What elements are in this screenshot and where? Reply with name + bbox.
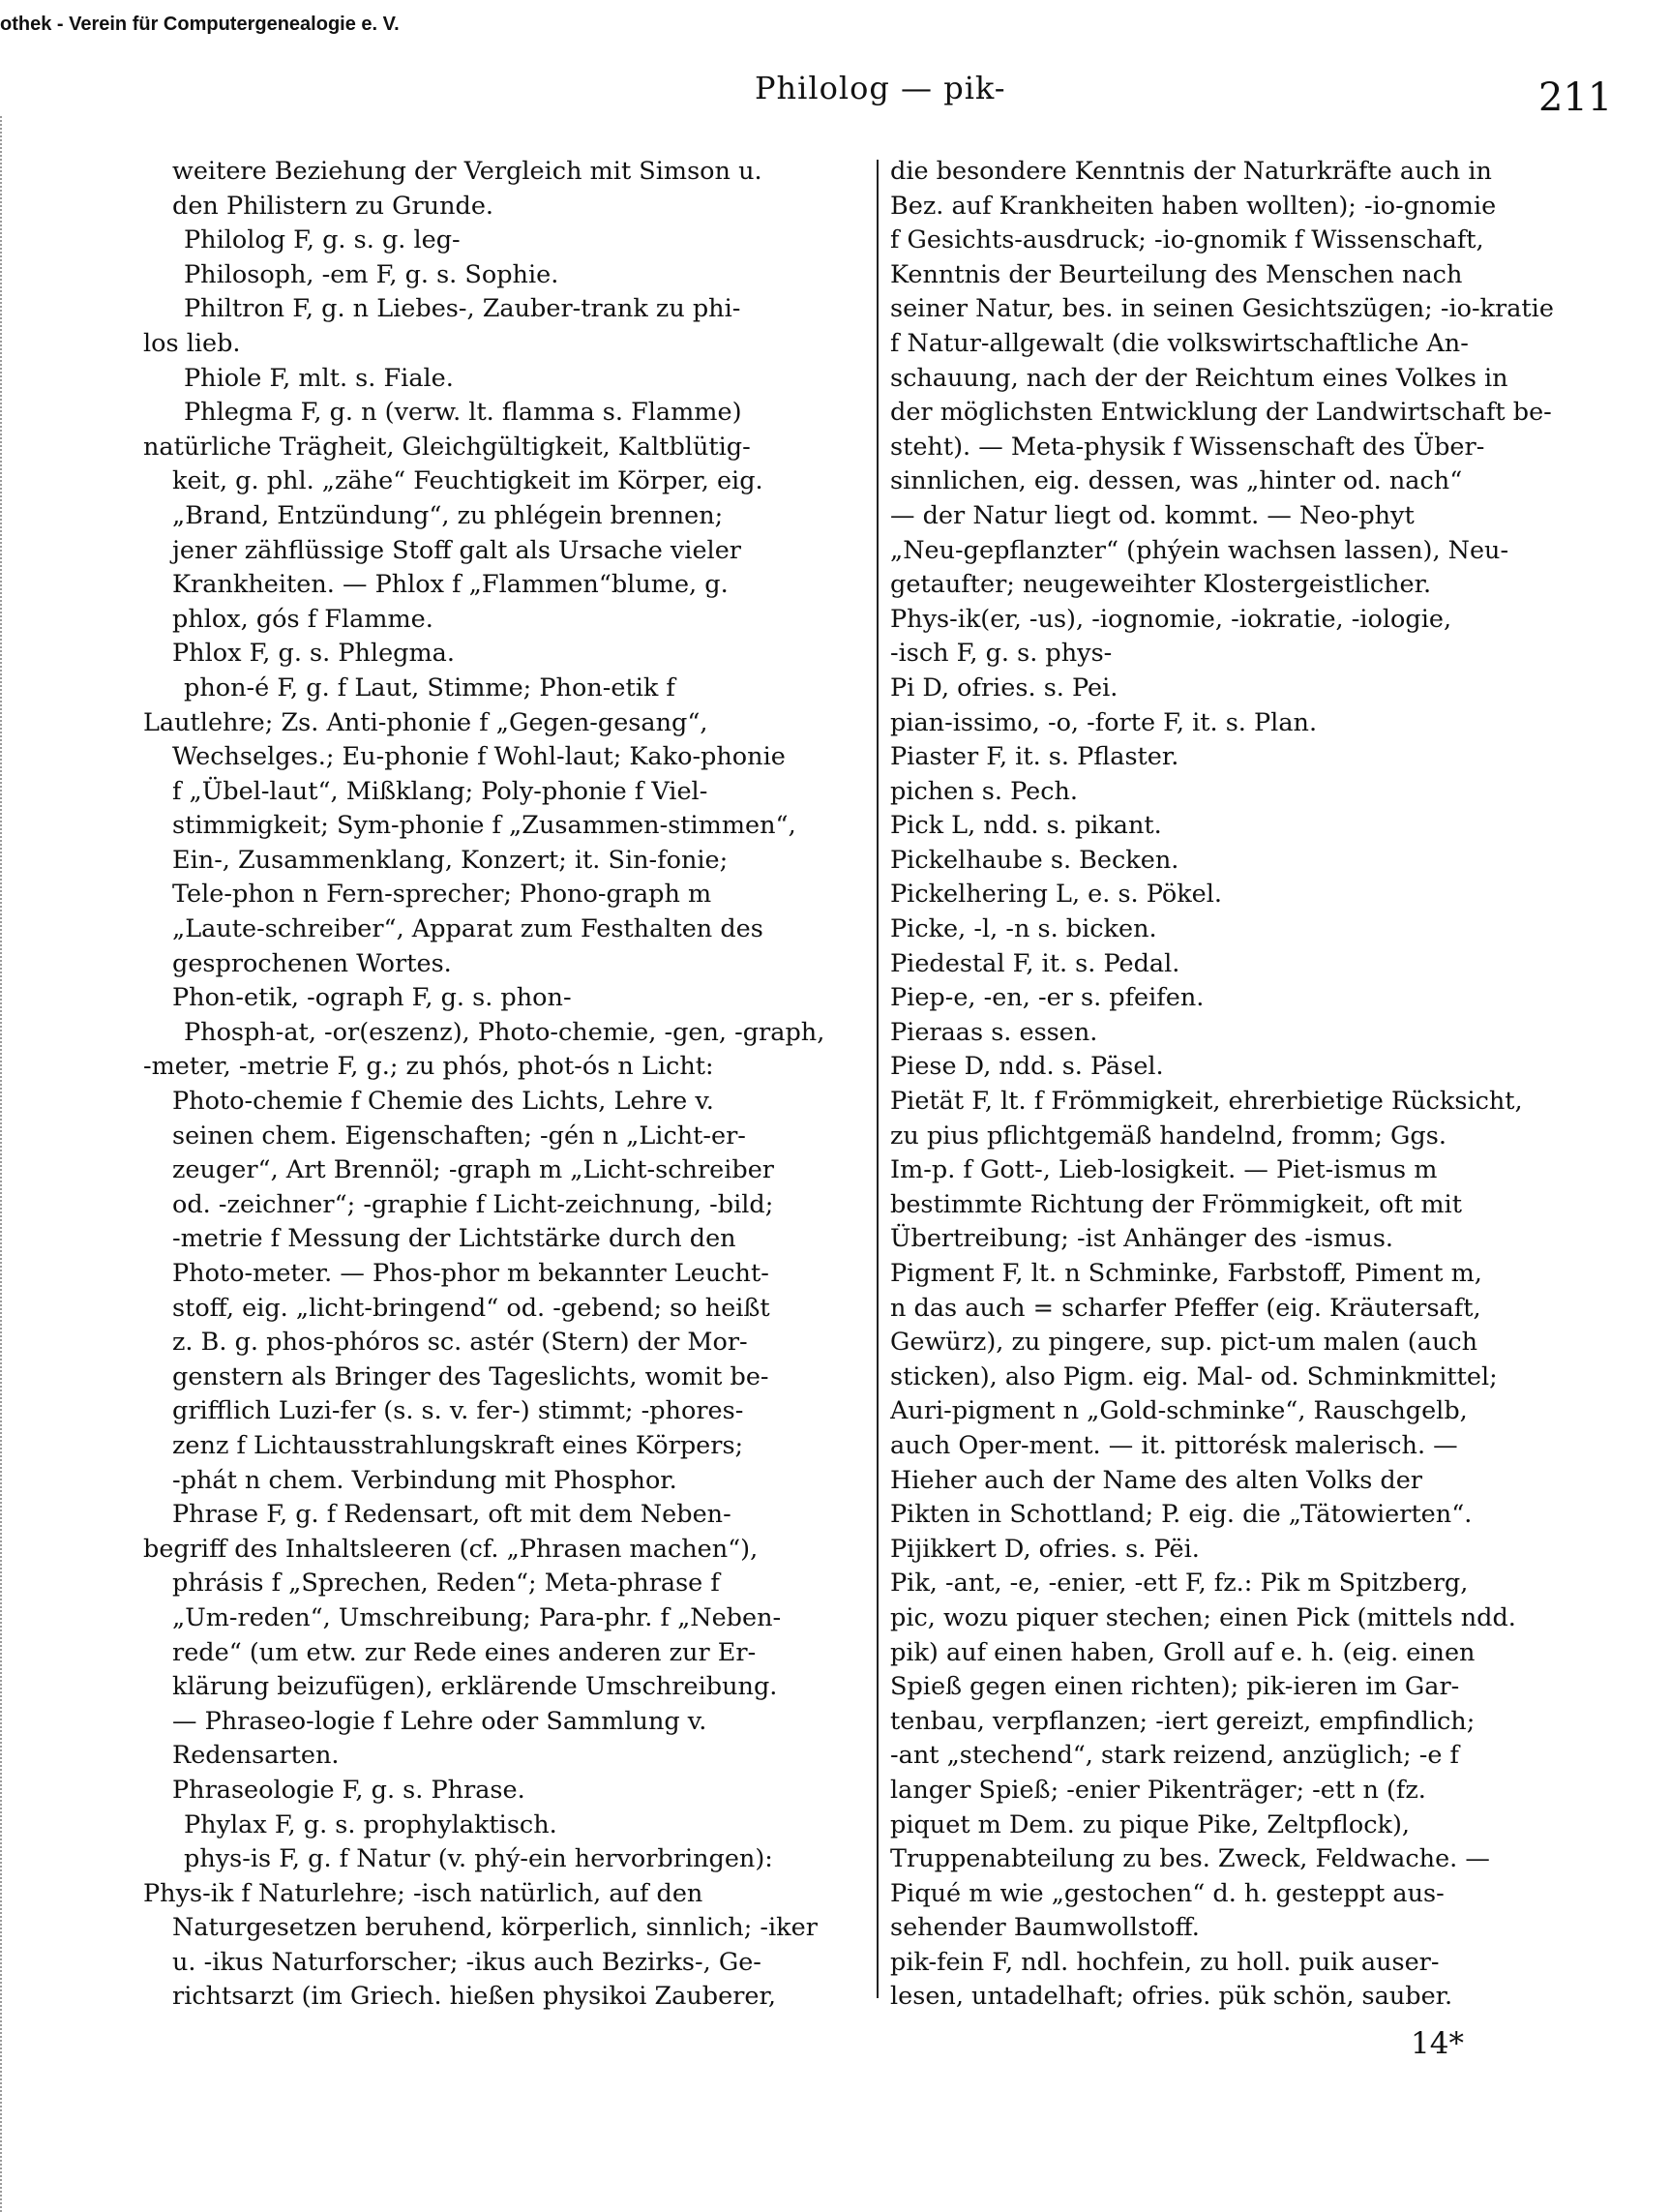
text-line: phon-é F, g. f Laut, Stimme; Phon-etik f: [184, 673, 675, 702]
text-line: Picke, -l, -n s. bicken.: [890, 914, 1157, 944]
text-line: Lautlehre; Zs. Anti-phonie f „Gegen-gesang“,: [143, 707, 708, 737]
text-line: f Gesichts-ausdruck; -io-gnomik f Wissenschaft,: [890, 225, 1484, 255]
text-line: pik-fein F, ndl. hochfein, zu holl. puik auser-: [890, 1947, 1440, 1977]
watermark: othek - Verein für Computergenealogie e. V.: [0, 14, 400, 35]
text-line: Tele-phon n Fern-sprecher; Phono-graph m: [172, 880, 712, 910]
text-line: piquet m Dem. zu pique Pike, Zeltpflock),: [890, 1809, 1411, 1839]
text-line: „Laute-schreiber“, Apparat zum Festhalten des: [172, 914, 763, 944]
text-line: phys-is F, g. f Natur (v. phý-ein hervorbringen):: [184, 1844, 773, 1874]
text-line: „Brand, Entzündung“, zu phlégein brennen;: [172, 500, 724, 530]
text-line: sinnlichen, eig. dessen, was „hinter od. nach“: [890, 466, 1463, 496]
text-line: getaufter; neugeweihter Klostergeistlicher.: [890, 570, 1432, 600]
text-line: -isch F, g. s. phys-: [890, 639, 1113, 669]
left-column: [143, 155, 867, 2015]
text-line: zu pius pflichtgemäß handelnd, fromm; Ggs.: [890, 1121, 1446, 1151]
text-line: schauung, nach der der Reichtum eines Volkes in: [890, 363, 1508, 393]
scan-margin-mark: [0, 116, 21, 2212]
text-line: Bez. auf Krankheiten haben wollten); -io-gnomie: [890, 191, 1497, 221]
text-line: od. -zeichner“; -graphie f Licht-zeichnung, -bild;: [172, 1189, 774, 1219]
text-line: Piedestal F, it. s. Pedal.: [890, 948, 1180, 978]
text-line: — Phraseo-logie f Lehre oder Sammlung v.: [172, 1706, 707, 1736]
text-line: Pickelhaube s. Becken.: [890, 845, 1179, 875]
text-line: Naturgesetzen beruhend, körperlich, sinnlich; -iker: [172, 1913, 818, 1943]
text-line: pik) auf einen haben, Groll auf e. h. (eig. einen: [890, 1637, 1476, 1667]
text-line: Phon-etik, -ograph F, g. s. phon-: [172, 983, 572, 1013]
text-line: seinen chem. Eigenschaften; -gén n „Licht-er-: [172, 1121, 746, 1151]
text-line: Redensarten.: [172, 1741, 340, 1771]
text-line: Pijikkert D, ofries. s. Pëi.: [890, 1534, 1200, 1564]
text-line: Pick L, ndd. s. pikant.: [890, 811, 1162, 841]
text-line: den Philistern zu Grunde.: [172, 191, 494, 221]
text-line: — der Natur liegt od. kommt. — Neo-phyt: [890, 500, 1415, 530]
text-line: Piese D, ndd. s. Päsel.: [890, 1052, 1164, 1082]
text-line: tenbau, verpflanzen; -iert gereizt, empfindlich;: [890, 1706, 1476, 1736]
text-line: n das auch = scharfer Pfeffer (eig. Kräutersaft,: [890, 1293, 1481, 1323]
text-line: pic, wozu piquer stechen; einen Pick (mittels ndd.: [890, 1602, 1516, 1632]
text-line: -metrie f Messung der Lichtstärke durch den: [172, 1224, 736, 1254]
text-line: Photo-meter. — Phos-phor m bekannter Leucht-: [172, 1259, 769, 1288]
text-line: Übertreibung; -ist Anhänger des -ismus.: [890, 1224, 1394, 1254]
text-line: lesen, untadelhaft; ofries. pük schön, sauber.: [890, 1982, 1453, 2012]
text-line: sticken), also Pigm. eig. Mal- od. Schminkmittel;: [890, 1361, 1498, 1391]
text-line: Phlox F, g. s. Phlegma.: [172, 639, 455, 669]
text-line: steht). — Meta-physik f Wissenschaft des Über-: [890, 432, 1485, 462]
text-line: grifflich Luzi-fer (s. s. v. fer-) stimmt; -phores-: [172, 1396, 744, 1426]
text-line: natürliche Trägheit, Gleichgültigkeit, Kaltblütig-: [143, 432, 751, 462]
text-line: gesprochenen Wortes.: [172, 948, 452, 978]
text-line: Piqué m wie „gestochen“ d. h. gesteppt aus-: [890, 1878, 1445, 1908]
text-line: jener zähflüssige Stoff galt als Ursache vieler: [172, 535, 741, 565]
text-line: z. B. g. phos-phóros sc. astér (Stern) der Mor-: [172, 1328, 748, 1358]
text-line: Im-p. f Gott-, Lieb-losigkeit. — Piet-ismus m: [890, 1155, 1438, 1185]
text-line: phlox, gós f Flamme.: [172, 604, 433, 634]
text-line: pichen s. Pech.: [890, 776, 1079, 806]
text-line: Pikten in Schottland; P. eig. die „Tätowierten“.: [890, 1500, 1473, 1530]
text-line: die besondere Kenntnis der Naturkräfte auch in: [890, 157, 1492, 186]
right-column: [890, 155, 1589, 2015]
text-line: langer Spieß; -enier Pikenträger; -ett n (fz.: [890, 1775, 1426, 1805]
text-line: Phrase F, g. f Redensart, oft mit dem Neben-: [172, 1500, 731, 1530]
text-line: richtsarzt (im Griech. hießen physikoi Zauberer,: [172, 1982, 776, 2012]
signature-mark: 14*: [1411, 2026, 1464, 2061]
text-line: Wechselges.; Eu-phonie f Wohl-laut; Kako-phonie: [172, 742, 786, 772]
text-line: Phylax F, g. s. prophylaktisch.: [184, 1809, 557, 1839]
text-line: der möglichsten Entwicklung der Landwirtschaft be-: [890, 398, 1552, 428]
text-line: -ant „stechend“, stark reizend, anzüglich; -e f: [890, 1741, 1459, 1771]
text-line: f „Übel-laut“, Mißklang; Poly-phonie f Viel-: [172, 776, 708, 806]
text-line: pian-issimo, -o, -forte F, it. s. Plan.: [890, 707, 1318, 737]
text-line: phrásis f „Sprechen, Reden“; Meta-phrase f: [172, 1569, 720, 1599]
text-line: keit, g. phl. „zähe“ Feuchtigkeit im Körper, eig.: [172, 466, 763, 496]
text-line: Philosoph, -em F, g. s. Sophie.: [184, 259, 559, 289]
text-line: auch Oper-ment. — it. pittorésk malerisch. —: [890, 1430, 1458, 1460]
text-line: Pieraas s. essen.: [890, 1017, 1098, 1047]
text-line: stoff, eig. „licht-bringend“ od. -gebend; so heißt: [172, 1293, 770, 1323]
text-line: Pickelhering L, e. s. Pökel.: [890, 880, 1223, 910]
text-line: Piep-e, -en, -er s. pfeifen.: [890, 983, 1205, 1013]
text-line: Gewürz), zu pingere, sup. pict-um malen (auch: [890, 1328, 1478, 1358]
text-line: Kenntnis der Beurteilung des Menschen nach: [890, 259, 1463, 289]
text-line: „Um-reden“, Umschreibung; Para-phr. f „Neben-: [172, 1602, 782, 1632]
text-line: Piaster F, it. s. Pflaster.: [890, 742, 1179, 772]
text-line: weitere Beziehung der Vergleich mit Simson u.: [172, 157, 762, 186]
text-line: u. -ikus Naturforscher; -ikus auch Bezirks-, Ge-: [172, 1947, 761, 1977]
text-line: Ein-, Zusammenklang, Konzert; it. Sin-fonie;: [172, 845, 729, 875]
text-line: Phlegma F, g. n (verw. lt. flamma s. Flamme): [184, 398, 742, 428]
text-line: Phraseologie F, g. s. Phrase.: [172, 1775, 525, 1805]
text-line: stimmigkeit; Sym-phonie f „Zusammen-stimmen“,: [172, 811, 796, 841]
text-line: Auri-pigment n „Gold-schminke“, Rauschgelb,: [890, 1396, 1468, 1426]
running-head: Philolog — pik-: [755, 70, 1006, 106]
text-line: Pi D, ofries. s. Pei.: [890, 673, 1118, 702]
text-line: seiner Natur, bes. in seinen Gesichtszügen; -io-kratie: [890, 294, 1554, 324]
text-line: Phys-ik f Naturlehre; -isch natürlich, auf den: [143, 1878, 703, 1908]
text-line: f Natur-allgewalt (die volkswirtschaftliche An-: [890, 328, 1469, 358]
text-line: -phát n chem. Verbindung mit Phosphor.: [172, 1465, 677, 1495]
text-line: „Neu-gepflanzter“ (phýein wachsen lassen), Neu-: [890, 535, 1509, 565]
column-divider: [877, 160, 879, 1998]
text-line: zenz f Lichtausstrahlungskraft eines Körpers;: [172, 1430, 744, 1460]
text-line: Photo-chemie f Chemie des Lichts, Lehre v.: [172, 1087, 714, 1117]
text-line: Philtron F, g. n Liebes-, Zauber-trank zu phi-: [184, 294, 741, 324]
text-line: Krankheiten. — Phlox f „Flammen“blume, g.: [172, 570, 729, 600]
text-line: -meter, -metrie F, g.; zu phós, phot-ós n Licht:: [143, 1052, 714, 1082]
text-line: bestimmte Richtung der Frömmigkeit, oft mit: [890, 1189, 1462, 1219]
text-line: zeuger“, Art Brennöl; -graph m „Licht-schreiber: [172, 1155, 774, 1185]
page-number: 211: [1538, 75, 1613, 120]
text-line: Phosph-at, -or(eszenz), Photo-chemie, -gen, -graph,: [184, 1017, 825, 1047]
text-line: klärung beizufügen), erklärende Umschreibung.: [172, 1672, 778, 1702]
text-line: rede“ (um etw. zur Rede eines anderen zur Er-: [172, 1637, 757, 1667]
text-line: begriff des Inhaltsleeren (cf. „Phrasen machen“),: [143, 1534, 759, 1564]
text-line: Truppenabteilung zu bes. Zweck, Feldwache. —: [890, 1844, 1490, 1874]
text-line: genstern als Bringer des Tageslichts, womit be-: [172, 1361, 769, 1391]
text-line: Pigment F, lt. n Schminke, Farbstoff, Piment m,: [890, 1259, 1482, 1288]
text-line: sehender Baumwollstoff.: [890, 1913, 1200, 1943]
text-line: Philolog F, g. s. g. leg-: [184, 225, 461, 255]
text-line: Spieß gegen einen richten); pik-ieren im Gar-: [890, 1672, 1460, 1702]
text-line: Phiole F, mlt. s. Fiale.: [184, 363, 454, 393]
text-line: Phys-ik(er, -us), -iognomie, -iokratie, -iologie,: [890, 604, 1452, 634]
text-line: Pik, -ant, -e, -enier, -ett F, fz.: Pik m Spitzberg,: [890, 1569, 1469, 1599]
text-line: Hieher auch der Name des alten Volks der: [890, 1465, 1422, 1495]
text-line: los lieb.: [143, 328, 241, 358]
text-line: Pietät F, lt. f Frömmigkeit, ehrerbietige Rücksicht,: [890, 1087, 1523, 1117]
